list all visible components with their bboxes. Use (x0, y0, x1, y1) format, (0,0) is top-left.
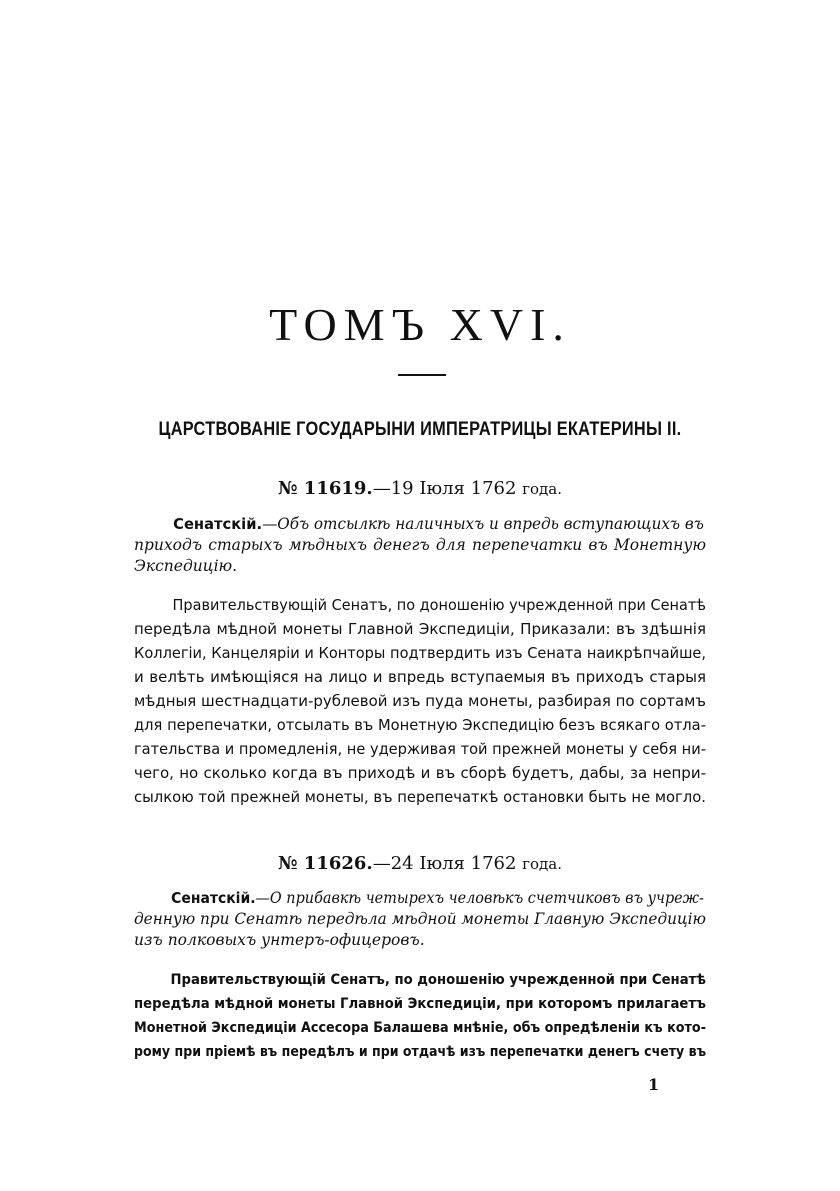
text-line: и велѣть имѣющіяся на лицо и впредь вступаемыя въ приходъ старыя (134, 668, 706, 686)
entry-heading (0, 478, 840, 499)
entry-number: № 11626. (277, 853, 373, 874)
text-line: рому при пріемѣ въ передѣлъ и при отдачѣ изъ перепечатки денегъ счету въ (134, 1044, 707, 1060)
entry-text (134, 968, 706, 1064)
summary-line: приходъ старыхъ мѣдныхъ денегъ для перепечатки въ Монетную (134, 536, 706, 554)
text-line: передѣла мѣдной монеты Главной Экспедиціи, при которомъ прилагаетъ (134, 996, 707, 1012)
text-line: Монетной Экспедиціи Ассесора Балашева мнѣніе, объ опредѣленіи къ кото- (134, 1020, 707, 1036)
text-line: мѣдныя шестнадцати-рублевой изъ пуда монеты, разбирая по сортамъ (134, 692, 706, 710)
entry-heading (0, 853, 840, 874)
summary-text: —О прибавкѣ четырехъ человѣкъ счетчиковъ въ учреж- (255, 889, 704, 907)
text-line: сылкою той прежней монеты, въ перепечаткѣ остановки быть не могло. (134, 788, 707, 806)
text-line: Правительствующій Сенатъ, по доношенію учрежденной при Сенатѣ (170, 972, 707, 988)
entry-year-word: года. (522, 855, 563, 873)
summary-line: денную при Сенатѣ передѣла мѣдной монеты Главную Экспедицію (134, 910, 706, 928)
summary-lead: Сенатскій. (171, 889, 256, 907)
page-number: 1 (648, 1075, 660, 1094)
summary-line: изъ полковыхъ унтеръ-офицеровъ. (134, 931, 425, 949)
entry-year-word: года. (522, 480, 563, 498)
summary-line: Экспедицію. (134, 557, 238, 575)
text-line: Правительствующій Сенатъ, по доношенію учрежденной при Сенатѣ (172, 596, 706, 614)
entry-number: № 11619. (277, 478, 373, 499)
summary-text: —Объ отсылкѣ наличныхъ и впредь вступающихъ въ (262, 515, 704, 533)
entry-date: —19 Іюля 1762 (372, 478, 517, 499)
summary-lead: Сенатскій. (173, 515, 263, 533)
entry-summary (134, 514, 706, 577)
entry-text (134, 593, 706, 809)
text-line: для перепечатки, отсылать въ Монетную Экспедицію безъ всякаго отла- (134, 716, 706, 734)
reign-heading: ЦАРСТВОВАНІЕ ГОСУДАРЫНИ ИМПЕРАТРИЦЫ ЕКАТЕРИНЫ II. (158, 419, 682, 440)
text-line: чего, но сколько когда въ приходѣ и въ сборѣ будетъ, дабы, за непри- (134, 764, 706, 782)
text-line: Коллегіи, Канцеляріи и Конторы подтвердить изъ Сената наикрѣпчайше, (134, 644, 707, 662)
summary-line (134, 888, 743, 909)
title-rule (398, 374, 446, 376)
entry-date: —24 Іюля 1762 (372, 853, 517, 874)
text-line: гательства и промедленія, не удерживая той прежней монеты у себя ни- (134, 740, 706, 758)
volume-title: ТОМЪ XVI. (269, 299, 571, 350)
entry-summary (134, 888, 706, 951)
summary-line (134, 514, 745, 535)
text-line: передѣла мѣдной монеты Главной Экспедиціи, Приказали: въ здѣшнія (134, 620, 706, 638)
